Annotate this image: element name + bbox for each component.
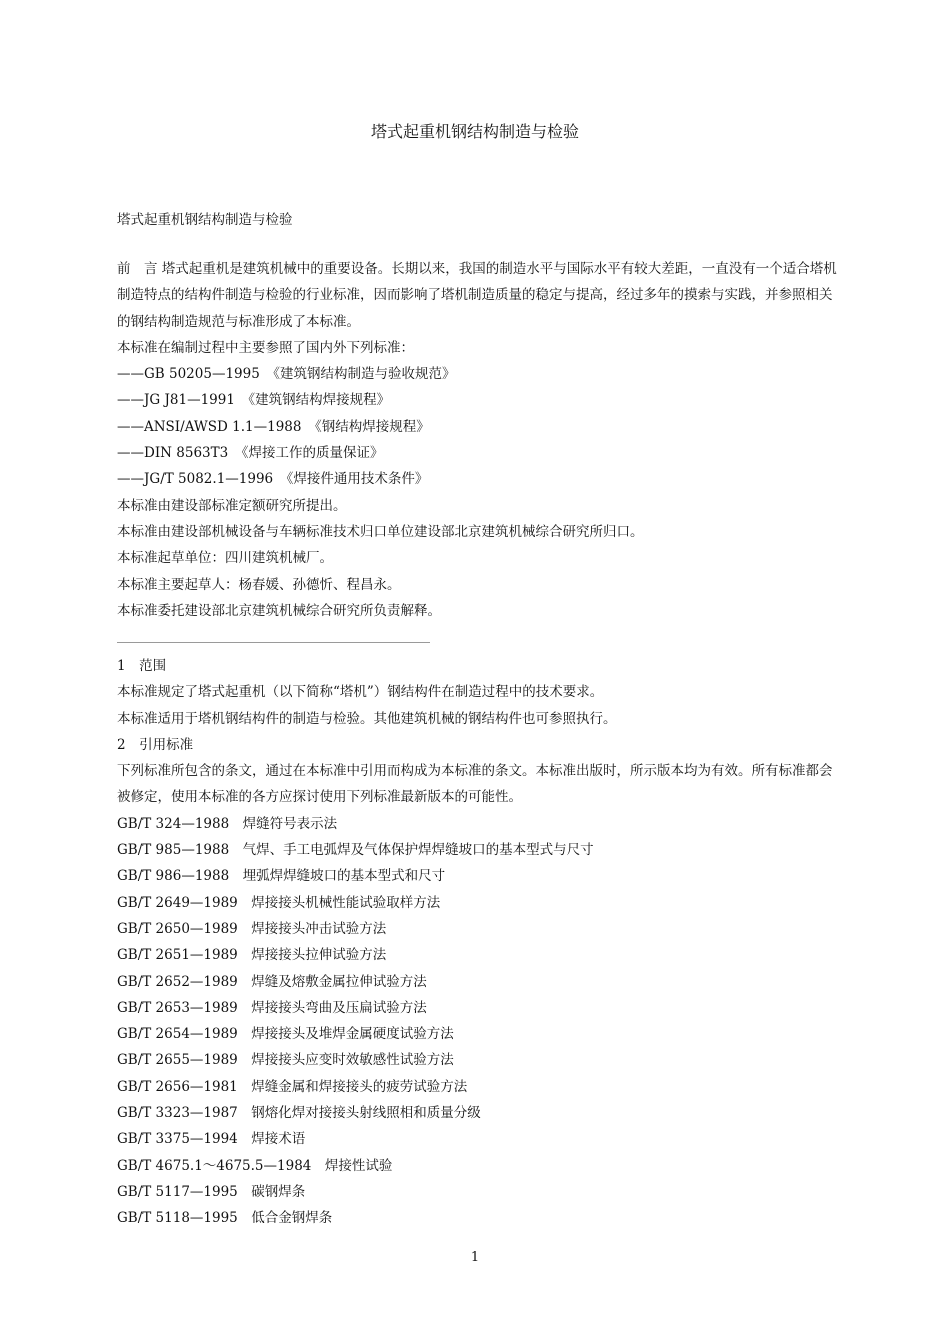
standard-item: GB/T 5118—1995 低合金钢焊条 [117,1210,333,1227]
standard-item: GB/T 2654—1989 焊接接头及堆焊金属硬度试验方法 [117,1026,454,1043]
scope-line: 本标准适用于塔机钢结构件的制造与检验。其他建筑机械的钢结构件也可参照执行。 [117,710,617,727]
reference-intro: 本标准在编制过程中主要参照了国内外下列标准： [117,339,414,356]
preface-paragraph: 前 言 塔式起重机是建筑机械中的重要设备。长期以来，我国的制造水平与国际水平有较大差距，一直没有一个适合塔机制造特点的结构件制造与检验的行业标准，因而影响了塔机制造质量的稳定与提高，经过多年的摸索与实践，并参照相关的钢结构制造规范与标准形成了本标准。 [117,261,837,330]
reference-item: ——GB 50205—1995 《建筑钢结构制造与验收规范》 [117,366,456,383]
body-section [117,653,837,1232]
standard-item: GB/T 986—1988 埋弧焊焊缝坡口的基本型式和尺寸 [117,868,446,885]
document-title: 塔式起重机钢结构制造与检验 [370,122,579,141]
standard-item: GB/T 2651—1989 焊接接头拉伸试验方法 [117,947,387,964]
normative-references-intro: 下列标准所包含的条文，通过在本标准中引用而构成为本标准的条文。本标准出版时，所示版本均为有效。所有标准都会被修定，使用本标准的各方应探讨使用下列标准最新版本的可能性。 [117,763,833,806]
preface-section [117,256,837,624]
page-number: 1 [470,1250,480,1265]
standard-item: GB/T 2652—1989 焊缝及熔敷金属拉伸试验方法 [117,973,427,990]
preface-note: 本标准起草单位：四川建筑机械厂。 [117,550,333,567]
reference-item: ——ANSI/AWSD 1.1—1988 《钢结构焊接规程》 [117,418,430,435]
standard-item: GB/T 2655—1989 焊接接头应变时效敏感性试验方法 [117,1052,454,1069]
reference-item: ——DIN 8563T3 《焊接工作的质量保证》 [117,445,384,462]
scope-line: 本标准规定了塔式起重机（以下简称“塔机”）钢结构件在制造过程中的技术要求。 [117,684,604,701]
standard-item: GB/T 324—1988 焊缝符号表示法 [117,815,338,832]
standard-item: GB/T 3323—1987 钢熔化焊对接接头射线照相和质量分级 [117,1105,481,1122]
document-subtitle: 塔式起重机钢结构制造与检验 [117,212,293,228]
reference-item: ——JG J81—1991 《建筑钢结构焊接规程》 [117,392,391,409]
section-divider [117,642,430,643]
preface-note: 本标准主要起草人：杨春媛、孙德忻、程昌永。 [117,576,401,593]
preface-note: 本标准委托建设部北京建筑机械综合研究所负责解释。 [117,602,441,619]
standard-item: GB/T 2649—1989 焊接接头机械性能试验取样方法 [117,894,441,911]
standard-item: GB/T 2656—1981 焊缝金属和焊接接头的疲劳试验方法 [117,1078,468,1095]
standard-item: GB/T 985—1988 气焊、手工电弧焊及气体保护焊焊缝坡口的基本型式与尺寸 [117,842,594,859]
reference-item: ——JG/T 5082.1—1996 《焊接件通用技术条件》 [117,471,429,488]
standard-item: GB/T 2653—1989 焊接接头弯曲及压扁试验方法 [117,999,427,1016]
standard-item: GB/T 2650—1989 焊接接头冲击试验方法 [117,920,387,937]
preface-note: 本标准由建设部机械设备与车辆标准技术归口单位建设部北京建筑机械综合研究所归口。 [117,523,644,540]
section-heading-scope: 1 范围 [117,658,167,674]
standard-item: GB/T 3375—1994 焊接术语 [117,1131,306,1148]
section-heading-normative-references: 2 引用标准 [117,736,194,753]
preface-note: 本标准由建设部标准定额研究所提出。 [117,497,347,514]
standard-item: GB/T 4675.1～4675.5—1984 焊接性试验 [117,1157,393,1174]
standard-item: GB/T 5117—1995 碳钢焊条 [117,1183,306,1200]
